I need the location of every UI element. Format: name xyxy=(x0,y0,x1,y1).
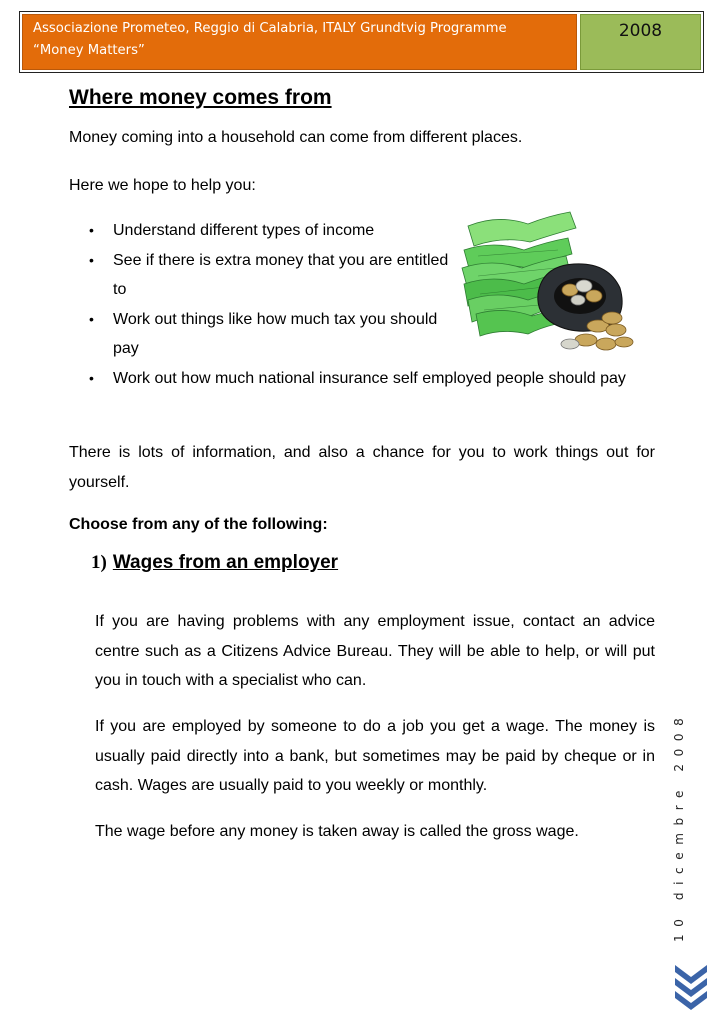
header-year: 2008 xyxy=(580,14,701,70)
header-organization xyxy=(22,14,577,70)
section-heading xyxy=(91,552,338,574)
section-paragraph: If you are having problems with any employment issue, contact an advice centre such as a Citizens Advice Bureau. They will be able to help, or will put you in touch with a specialist who can. xyxy=(95,613,655,689)
section-number: 1) xyxy=(91,552,107,573)
list-item: • Work out how much national insurance self employed people should pay xyxy=(69,364,655,394)
header-line-2: “Money Matters” xyxy=(33,43,145,58)
list-item: • Work out things like how much tax you should pay xyxy=(69,305,453,364)
section-title: Wages from an employer xyxy=(112,552,339,573)
money-bills-coins-icon xyxy=(458,206,636,358)
section-paragraph: If you are employed by someone to do a job you get a wage. The money is usually paid directly into a bank, but sometimes may be paid by cheque or in cash. Wages are usually paid to you weekly or monthly. xyxy=(95,718,655,794)
info-paragraph: There is lots of information, and also a chance for you to work things out for yourself. xyxy=(69,444,655,491)
section-paragraph: The wage before any money is taken away is called the gross wage. xyxy=(95,823,579,840)
list-item: • See if there is extra money that you are entitled to xyxy=(69,246,453,305)
page-header xyxy=(19,11,704,73)
list-item: • Understand different types of income xyxy=(69,216,453,246)
double-chevron-down-icon xyxy=(673,963,709,1017)
header-line-1: Associazione Prometeo, Reggio di Calabria, ITALY Grundtvig Programme xyxy=(33,21,507,36)
footer-date: 10 dicembre 2008 xyxy=(672,710,686,942)
intro-paragraph: Money coming into a household can come from different places. xyxy=(69,129,523,146)
help-intro: Here we hope to help you: xyxy=(69,177,256,194)
page-title: Where money comes from xyxy=(69,86,332,109)
choose-heading: Choose from any of the following: xyxy=(69,516,328,533)
